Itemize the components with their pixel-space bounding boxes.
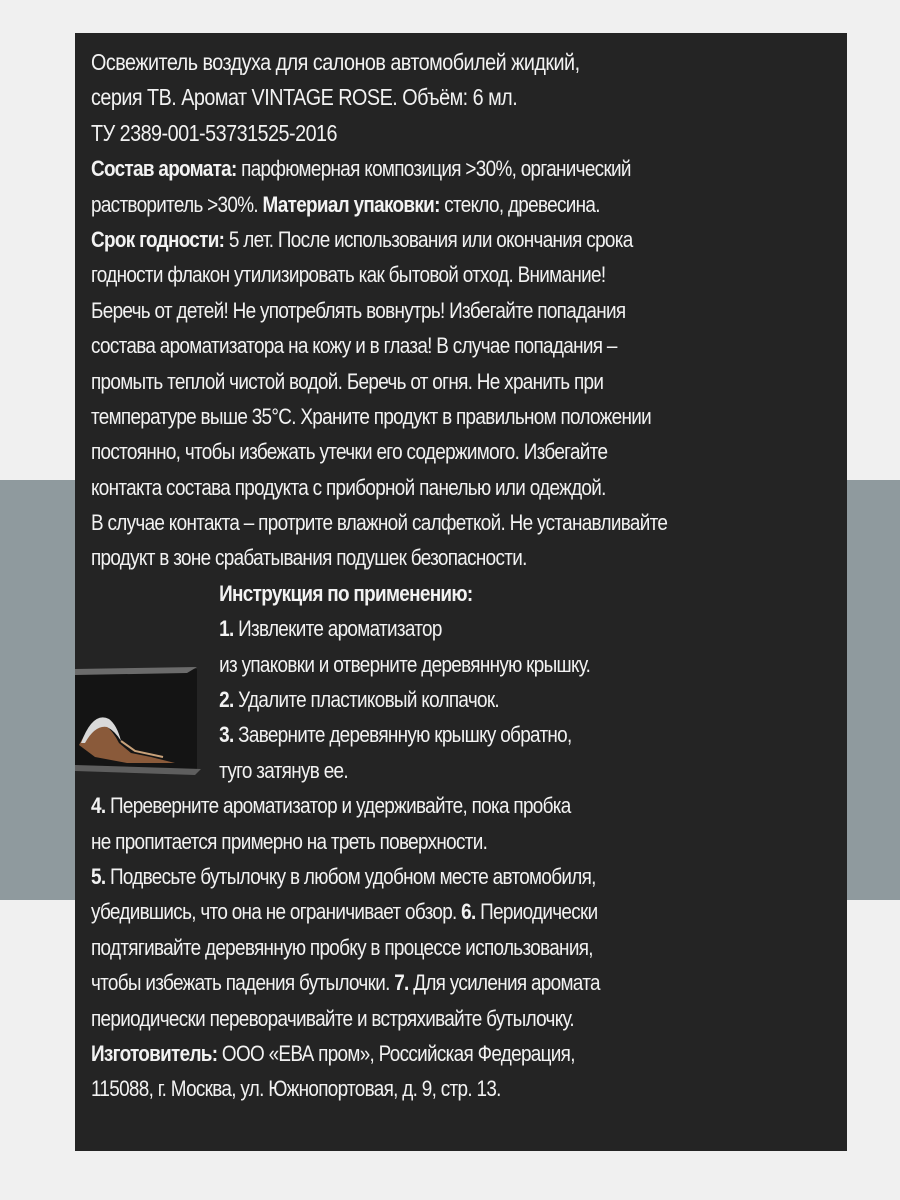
warning-line: температуре выше 35°С. Храните продукт в правильном положении [91, 403, 651, 429]
address-line: 115088, г. Москва, ул. Южнопортовая, д. 9, стр. 13. [91, 1076, 501, 1102]
composition-text: парфюмерная композиция >30%, органический [236, 156, 631, 182]
packaging-text: стекло, древесина. [439, 191, 600, 217]
step-text: Для усиления аромата [408, 970, 600, 996]
warning-line: состава ароматизатора на кожу и в глаза! В случае попадания – [91, 333, 617, 359]
step-4-line [91, 788, 733, 823]
warning-line: Беречь от детей! Не употреблять вовнутрь! Избегайте попадания [91, 297, 626, 323]
step-6-cont-line: подтягивайте деревянную пробку в процессе использования, [91, 934, 593, 960]
step-number: 6. [461, 899, 476, 925]
step-number: 2. [219, 687, 234, 713]
step-text: Переверните ароматизатор и удерживайте, пока пробка [105, 793, 571, 819]
step-text: Подвесьте бутылочку в любом удобном месте автомобиля, [105, 863, 596, 889]
warning-line: годности флакон утилизировать как бытовой отход. Внимание! [91, 262, 606, 288]
step-6-7-line [91, 965, 733, 1000]
air-freshener-bottle-icon [75, 661, 205, 781]
product-title-line: Освежитель воздуха для салонов автомобилей жидкий, [91, 49, 580, 75]
shelf-life-label: Срок годности: [91, 226, 225, 252]
step-number: 5. [91, 863, 106, 889]
warning-line: промыть теплой чистой водой. Беречь от огня. Не хранить при [91, 368, 604, 394]
composition-packaging-line [91, 187, 733, 222]
warning-line: контакта состава продукта с приборной панелью или одеждой. [91, 474, 606, 500]
step-7-cont-line: периодически переворачивайте и встряхивайте бутылочку. [91, 1005, 574, 1031]
step-5-6-line [91, 894, 733, 929]
step-text: Периодически [475, 899, 598, 925]
manufacturer-text: ООО «ЕВА пром», Российская Федерация, [217, 1040, 575, 1066]
step-text: Извлеките ароматизатор [233, 616, 442, 642]
packaging-label: Материал упаковки: [262, 191, 440, 217]
product-series-line: серия ТВ. Аромат VINTAGE ROSE. Объём: 6 мл. [91, 84, 518, 111]
step-5-line [91, 859, 733, 894]
composition-label: Состав аромата: [91, 156, 237, 182]
step-3-cont-line: туго затянув ее. [219, 757, 348, 783]
shelf-life-text: 5 лет. После использования или окончания срока [224, 226, 633, 252]
composition-line [91, 151, 733, 186]
warning-line: постоянно, чтобы избежать утечки его содержимого. Избегайте [91, 439, 608, 465]
step-text: Заверните деревянную крышку обратно, [233, 722, 572, 748]
manufacturer-line [91, 1036, 733, 1071]
product-standard-line: ТУ 2389-001-53731525-2016 [91, 119, 338, 146]
step-number: 7. [394, 970, 409, 996]
step-4-cont-line: не пропитается примерно на треть поверхности. [91, 828, 488, 854]
step-1-line [91, 611, 733, 646]
step-number: 4. [91, 793, 106, 819]
step-number: 3. [219, 722, 234, 748]
instructions-title-line [91, 576, 733, 611]
instructions-title: Инструкция по применению: [219, 580, 473, 606]
shelf-life-line [91, 222, 733, 257]
product-label [75, 33, 847, 1151]
step-1-cont-line: из упаковки и отверните деревянную крышку. [219, 651, 591, 677]
step-number: 1. [219, 616, 234, 642]
step-text: чтобы избежать падения бутылочки. [91, 970, 395, 996]
warning-line: продукт в зоне срабатывания подушек безопасности. [91, 545, 527, 571]
step-text: Удалите пластиковый колпачок. [233, 687, 500, 713]
manufacturer-label: Изготовитель: [91, 1040, 218, 1066]
step-text: убедившись, что она не ограничивает обзор. [91, 899, 462, 925]
warning-line: В случае контакта – протрите влажной салфеткой. Не устанавливайте [91, 510, 668, 536]
composition-text-cont: растворитель >30%. [91, 191, 263, 217]
